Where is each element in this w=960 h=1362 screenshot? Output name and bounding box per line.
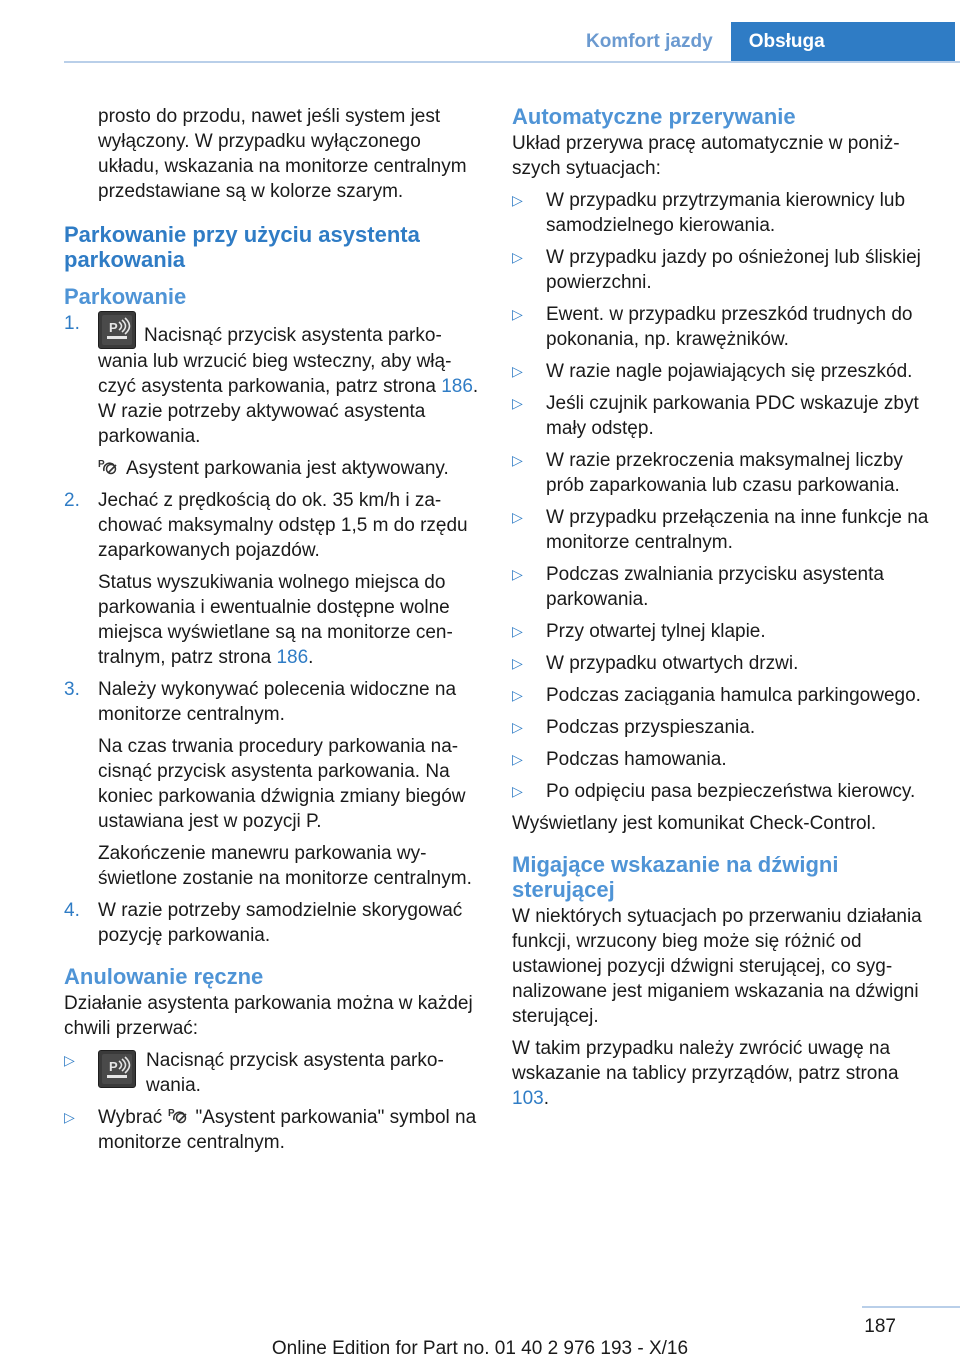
step-number: 2. xyxy=(64,490,80,511)
parking-assist-symbol-icon xyxy=(168,1106,190,1126)
svg-text:P: P xyxy=(167,1108,175,1119)
step-1-note: P Asystent parkowania jest aktywowany. xyxy=(98,458,449,479)
page-number: 187 xyxy=(864,1316,896,1337)
section-heading-parking-assist: Parkowanie przy użyciu asystenta parkowania xyxy=(64,222,420,272)
list-item: ▷ W razie nagle pojawiających się przeszkód. xyxy=(512,361,913,382)
triangle-bullet-icon: ▷ xyxy=(512,306,523,322)
list-item: ▷ Podczas zwalniania przycisku asystenta parkowania. xyxy=(512,564,884,610)
list-item: ▷ Przy otwartej tylnej klapie. xyxy=(512,621,766,642)
step-2 xyxy=(64,488,482,670)
header-section-title: Komfort jazdy xyxy=(586,31,713,52)
list-item: ▷ W przypadku przytrzymania kierownicy lub samodzielnego kierowania. xyxy=(512,190,906,236)
step-1 xyxy=(64,311,482,481)
cancel-bullet-1 xyxy=(64,1048,482,1098)
page-header xyxy=(564,22,955,62)
auto-intro: Układ przerywa pracę automatycznie w poniższych sytuacjach: xyxy=(512,133,900,179)
triangle-bullet-icon: ▷ xyxy=(512,509,523,525)
triangle-bullet-icon: ▷ xyxy=(512,395,523,411)
step-2-note: Status wyszukiwania wolnego miejsca do parkowania i ewentualnie dostępne wolne miejsca wyświetlane są na monitorze centralnym, patrz strona 186. xyxy=(98,572,453,668)
triangle-bullet-icon: ▷ xyxy=(512,783,523,799)
step-3-note-2: Zakończenie manewru parkowania wyświetlone zostanie na monitorze centralnym. xyxy=(98,843,472,889)
triangle-bullet-icon: ▷ xyxy=(512,192,523,208)
step-3 xyxy=(64,677,482,891)
header-divider xyxy=(64,61,960,63)
page-link-103[interactable]: 103 xyxy=(512,1088,544,1109)
parking-assist-button-icon xyxy=(98,1050,136,1088)
list-item: ▷ W przypadku jazdy po ośnieżonej lub śliskiej powierzchni. xyxy=(512,247,921,293)
footer-divider xyxy=(862,1306,960,1308)
page-link-186[interactable]: 186 xyxy=(276,647,309,668)
triangle-bullet-icon: ▷ xyxy=(512,719,523,735)
cancel-intro: Działanie asystenta parkowania można w każdej chwili przerwać: xyxy=(64,993,473,1039)
list-item: ▷ Jeśli czujnik parkowania PDC wskazuje zbyt mały odstęp. xyxy=(512,393,919,439)
triangle-bullet-icon: ▷ xyxy=(512,363,523,379)
list-item: ▷ W razie przekroczenia maksymalnej liczby prób zaparkowania lub czasu parkowania. xyxy=(512,450,903,496)
step-4-text: W razie potrzeby samodzielnie skorygować pozycję parkowania. xyxy=(98,900,463,946)
subheading-manual-cancel: Anulowanie ręczne xyxy=(64,964,264,989)
list-item: ▷ Ewent. w przypadku przeszkód trudnych do pokonania, np. krawężników. xyxy=(512,304,913,350)
list-item: ▷ W przypadku otwartych drzwi. xyxy=(512,653,799,674)
triangle-bullet-icon: ▷ xyxy=(512,655,523,671)
triangle-bullet-icon: ▷ xyxy=(512,452,523,468)
list-item: ▷ W przypadku przełączenia na inne funkcje na monitorze centralnym. xyxy=(512,507,929,553)
triangle-bullet-icon: ▷ xyxy=(512,623,523,639)
parking-assist-symbol-icon xyxy=(98,457,120,477)
triangle-bullet-icon: ▷ xyxy=(512,751,523,767)
blink-paragraph-1: W niektórych sytuacjach po przerwaniu działania funkcji, wrzucony bieg może się różnić od ustawionej pozycji dźwigni sterującej, co sygnalizowane jest miganiem wskazania na dźwigni sterującej. xyxy=(512,906,922,1027)
header-chapter-tab: Obsługa xyxy=(731,22,955,62)
svg-text:P: P xyxy=(98,459,105,470)
svg-text:P: P xyxy=(109,1059,118,1074)
step-3-note-1: Na czas trwania procedury parkowania nacisnąć przycisk asystenta parkowania. Na koniec parkowania dźwignia zmiany biegów ustawiana jest w pozycji P. xyxy=(98,736,466,832)
right-column xyxy=(512,104,932,1118)
cancel-bullet-1-text: Nacisnąć przycisk asystenta parkowania. xyxy=(146,1050,444,1096)
left-column xyxy=(64,104,482,1162)
list-item: ▷ Podczas przyspieszania. xyxy=(512,717,756,738)
page-link-186[interactable]: 186 xyxy=(441,376,473,397)
auto-outro: Wyświetlany jest komunikat Check-Control. xyxy=(512,813,877,834)
list-item: ▷ Podczas zaciągania hamulca parkingowego. xyxy=(512,685,921,706)
list-item: ▷ Podczas hamowania. xyxy=(512,749,727,770)
triangle-bullet-icon: ▷ xyxy=(64,1109,75,1125)
subheading-automatic-interrupt: Automatyczne przerywanie xyxy=(512,104,796,129)
step-number: 4. xyxy=(64,900,80,921)
blink-paragraph-2: W takim przypadku należy zwrócić uwagę na wskazanie na tablicy przyrządów, patrz strona 103. xyxy=(512,1038,899,1109)
subheading-parking: Parkowanie xyxy=(64,284,187,309)
step-number: 1. xyxy=(64,313,80,334)
triangle-bullet-icon: ▷ xyxy=(512,687,523,703)
parking-assist-button-icon xyxy=(98,311,136,349)
intro-paragraph: prosto do przodu, nawet jeśli system jest wyłączony. W przypadku wyłączonego układu, wskazania na monitorze centralnym przedstawiane są w kolorze szarym. xyxy=(98,106,467,202)
triangle-bullet-icon: ▷ xyxy=(64,1052,75,1068)
svg-text:P: P xyxy=(109,320,118,335)
step-1-text: P Nacisnąć przycisk asystenta parkowania lub wrzucić bieg wsteczny, aby włączyć asystenta parkowania, patrz strona 186. W razie potrzeby aktywować asystenta parkowania. xyxy=(98,311,482,449)
list-item: ▷ Po odpięciu pasa bezpieczeństwa kierowcy. xyxy=(512,781,916,802)
step-2-text: Jechać z prędkością do ok. 35 km/h i zachować maksymalny odstęp 1,5 m do rzędu zaparkowanych pojazdów. xyxy=(98,490,468,561)
edition-footer: Online Edition for Part no. 01 40 2 976 193 - X/16 xyxy=(271,1338,689,1359)
triangle-bullet-icon: ▷ xyxy=(512,566,523,582)
triangle-bullet-icon: ▷ xyxy=(512,249,523,265)
step-4 xyxy=(64,898,482,948)
step-number: 3. xyxy=(64,679,80,700)
auto-interrupt-list xyxy=(512,188,932,804)
subheading-blinking-indicator: Migające wskazanie na dźwigni sterującej xyxy=(512,852,839,902)
step-3-text: Należy wykonywać polecenia widoczne na monitorze centralnym. xyxy=(98,679,457,725)
cancel-bullet-2: ▷ Wybrać P "Asystent parkowania" symbol na monitorze centralnym. xyxy=(64,1107,477,1153)
